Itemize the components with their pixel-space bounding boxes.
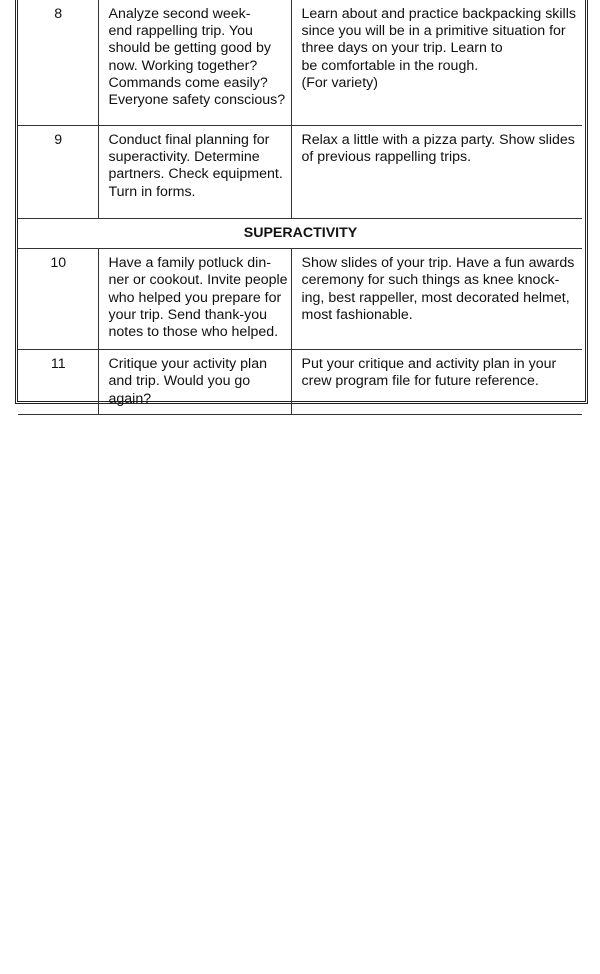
- notes-line: ceremony for such things as knee knock-: [301, 272, 560, 289]
- week-number: 9: [18, 126, 98, 219]
- week-number: 8: [18, 0, 98, 126]
- table-row: [18, 350, 582, 415]
- notes-cell: [291, 350, 582, 415]
- activity-cell: [98, 249, 291, 350]
- activity-line: partners. Check equipment.: [108, 166, 283, 183]
- table-row: [18, 249, 582, 350]
- activity-cell: [98, 126, 291, 219]
- section-heading: SUPERACTIVITY: [18, 219, 582, 249]
- notes-line: Put your critique and activity plan in your: [301, 356, 557, 373]
- notes-cell: [291, 0, 582, 126]
- notes-line: ing, best rappeller, most decorated helmet,: [301, 289, 570, 306]
- table-row: [18, 126, 582, 219]
- notes-line: Show slides of your trip. Have a fun awards: [301, 255, 575, 272]
- week-number: 11: [18, 350, 98, 415]
- activity-line: should be getting good by: [108, 40, 271, 57]
- notes-line: three days on your trip. Learn to: [301, 40, 503, 57]
- activity-line: Turn in forms.: [108, 183, 196, 200]
- activity-line: ner or cookout. Invite people: [108, 272, 288, 289]
- notes-line: of previous rappelling trips.: [301, 149, 472, 166]
- notes-cell: [291, 249, 582, 350]
- notes-line: crew program file for future reference.: [301, 373, 539, 390]
- activity-line: and trip. Would you go: [108, 373, 251, 390]
- activity-line: your trip. Send thank-you: [108, 306, 268, 323]
- activity-line: notes to those who helped.: [108, 324, 279, 341]
- activity-plan-table: [18, 0, 582, 415]
- table-row: [18, 0, 582, 126]
- activity-line: Analyze second week-: [108, 6, 251, 22]
- activity-line: Conduct final planning for: [108, 132, 270, 148]
- notes-line: most fashionable.: [301, 306, 413, 323]
- notes-line: Learn about and practice backpacking skills: [301, 6, 576, 22]
- notes-line: Relax a little with a pizza party. Show slides: [301, 132, 575, 148]
- activity-line: Critique your activity plan: [108, 356, 267, 373]
- notes-cell: [291, 126, 582, 219]
- activity-cell: [98, 350, 291, 415]
- section-row: [18, 219, 582, 249]
- notes-line: (For variety): [301, 74, 378, 91]
- activity-line: Have a family potluck din-: [108, 255, 271, 272]
- activity-line: Commands come easily?: [108, 74, 268, 91]
- activity-line: Everyone safety conscious?: [108, 92, 286, 109]
- week-number: 10: [18, 249, 98, 350]
- activity-line: who helped you prepare for: [108, 289, 282, 306]
- activity-line: superactivity. Determine: [108, 149, 260, 166]
- activity-cell: [98, 0, 291, 126]
- activity-line: again?: [108, 390, 152, 407]
- notes-line: since you will be in a primitive situation for: [301, 23, 566, 40]
- activity-line: end rappelling trip. You: [108, 23, 253, 40]
- activity-line: now. Working together?: [108, 57, 258, 74]
- notes-line: be comfortable in the rough.: [301, 57, 479, 74]
